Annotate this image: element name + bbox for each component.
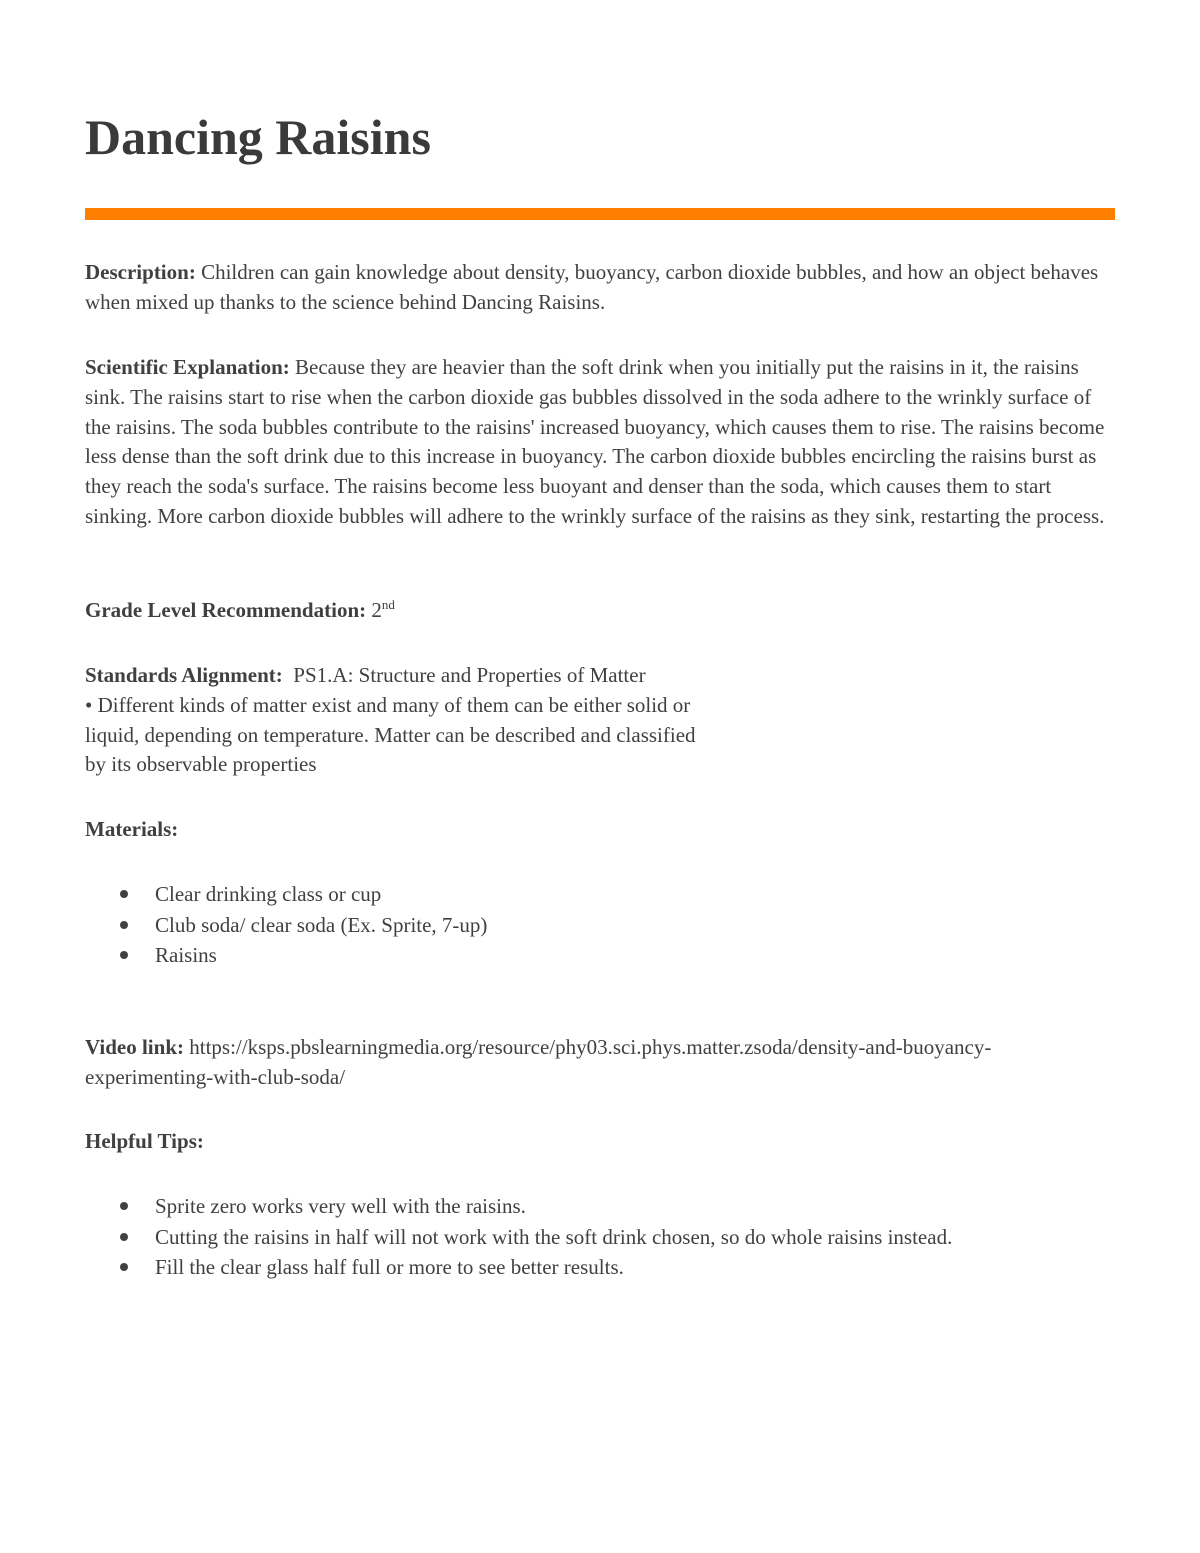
video-label: Video link: <box>85 1035 184 1059</box>
bullet-icon <box>120 1263 128 1271</box>
list-item <box>85 1222 1115 1253</box>
scientific-explanation-label: Scientific Explanation: <box>85 355 290 379</box>
scientific-explanation-text: Because they are heavier than the soft drink when you initially put the raisins in it, the raisins sink. The raisins start to rise when the carbon dioxide gas bubbles dissolved in the soda adhere to the wrinkly surface of the raisins. The soda bubbles contribute to the raisins' increased buoyancy, which causes them to rise. The raisins become less dense than the soft drink due to this increase in buoyancy. The carbon dioxide bubbles encircling the raisins burst as they reach the soda's surface. The raisins become less buoyant and denser than the soda, which causes them to start sinking. More carbon dioxide bubbles will adhere to the wrinkly surface of the raisins as they sink, restarting the process. <box>85 355 1105 528</box>
materials-label: Materials: <box>85 817 179 841</box>
description-paragraph <box>85 258 1115 318</box>
grade-level-label: Grade Level Recommendation: <box>85 598 367 622</box>
list-item <box>85 940 1115 971</box>
tip-item: Fill the clear glass half full or more to see better results. <box>155 1255 624 1279</box>
materials-list <box>85 879 1115 971</box>
tips-list <box>85 1191 1115 1283</box>
grade-level-paragraph <box>85 596 1115 626</box>
tips-heading-paragraph <box>85 1127 1115 1157</box>
orange-divider <box>85 208 1115 220</box>
standards-line-2: liquid, depending on temperature. Matter can be described and classified <box>85 722 696 747</box>
description-label: Description: <box>85 260 196 284</box>
list-item <box>85 1191 1115 1222</box>
bullet-icon <box>120 1233 128 1241</box>
material-item: Raisins <box>155 943 217 967</box>
bullet-icon <box>120 890 128 898</box>
material-item: Clear drinking class or cup <box>155 882 382 906</box>
list-item <box>85 879 1115 910</box>
material-item: Club soda/ clear soda (Ex. Sprite, 7-up) <box>155 912 488 937</box>
bullet-icon <box>120 1202 128 1210</box>
standards-line-1: • Different kinds of matter exist and many of them can be either solid or <box>85 692 691 717</box>
video-link-line-1[interactable]: https://ksps.pbslearningmedia.org/resource/phy03.sci.phys.matter.zsoda/density-and-buoyancy- <box>184 1035 992 1059</box>
list-item <box>85 910 1115 941</box>
standards-code: PS1.A: Structure and Properties of Matter <box>282 663 646 687</box>
video-paragraph <box>85 1033 1115 1093</box>
materials-heading-paragraph <box>85 815 1115 845</box>
video-link-line-2[interactable]: experimenting-with-club-soda/ <box>85 1064 346 1089</box>
bullet-icon <box>120 951 128 959</box>
grade-level-suffix: nd <box>381 597 395 612</box>
standards-label: Standards Alignment: <box>85 663 283 687</box>
description-text: Children can gain knowledge about density, buoyancy, carbon dioxide bubbles, and how an object behaves when mixed up thanks to the science behind Dancing Raisins. <box>85 260 1099 314</box>
standards-paragraph <box>85 661 1115 780</box>
bullet-icon <box>120 921 128 929</box>
tip-item: Sprite zero works very well with the raisins. <box>155 1194 526 1218</box>
page-title: Dancing Raisins <box>85 109 431 165</box>
standards-line-3: by its observable properties <box>85 752 317 777</box>
tips-label: Helpful Tips: <box>85 1129 204 1153</box>
tip-item: Cutting the raisins in half will not work with the soft drink chosen, so do whole raisins instead. <box>155 1224 953 1249</box>
grade-level-value: 2 <box>366 598 382 622</box>
list-item <box>85 1252 1115 1283</box>
scientific-explanation-paragraph <box>85 353 1115 532</box>
